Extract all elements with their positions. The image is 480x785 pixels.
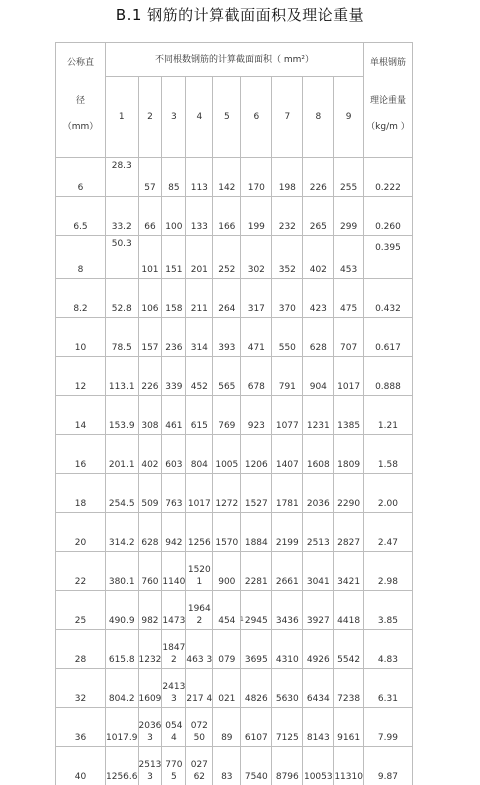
area-cell-5: 900 bbox=[213, 552, 241, 591]
area-cell-6: 170 bbox=[241, 158, 272, 197]
area-cell-2: 982 bbox=[138, 591, 162, 630]
area-cell-7: 3436 bbox=[272, 591, 303, 630]
weight-cell: 9.87 bbox=[363, 747, 412, 785]
area-cell-2: 308 bbox=[138, 396, 162, 435]
area-cell-8: 2036 bbox=[303, 474, 334, 513]
weight-cell: 0.260 bbox=[363, 197, 412, 236]
area-cell-1: 153.9 bbox=[106, 396, 139, 435]
area-cell-9: 255 bbox=[334, 158, 364, 197]
area-cell-5: 021 bbox=[213, 669, 241, 708]
table-row bbox=[56, 197, 413, 236]
count-header-4: 4 bbox=[186, 77, 213, 158]
area-cell-2: 157 bbox=[138, 318, 162, 357]
cell-value-lower: 50 bbox=[194, 733, 205, 743]
count-header-3: 3 bbox=[162, 77, 186, 158]
diameter-cell: 14 bbox=[56, 396, 106, 435]
cell-value-lower: 1 bbox=[196, 577, 202, 587]
area-cell-8: 904 bbox=[303, 357, 334, 396]
area-cell-5: 1272 bbox=[213, 474, 241, 513]
cell-value-upper: 1847 bbox=[162, 642, 185, 654]
area-cell-1: 52.8 bbox=[106, 279, 139, 318]
area-cell-9: 1809 bbox=[334, 435, 364, 474]
area-cell-7: 1077 bbox=[272, 396, 303, 435]
table-row bbox=[56, 708, 413, 747]
area-cell-6: 199 bbox=[241, 197, 272, 236]
area-cell-8: 4926 bbox=[303, 630, 334, 669]
area-cell-4: 615 bbox=[186, 396, 213, 435]
area-cell-3: 461 bbox=[162, 396, 186, 435]
table-row bbox=[56, 513, 413, 552]
table-row bbox=[56, 474, 413, 513]
table-row bbox=[56, 279, 413, 318]
count-header-1: 1 bbox=[106, 77, 139, 158]
area-cell-6: 2945 bbox=[241, 591, 272, 630]
weight-cell: 4.83 bbox=[363, 630, 412, 669]
weight-cell: 0.395 bbox=[363, 236, 412, 279]
area-cell-1: 201.1 bbox=[106, 435, 139, 474]
area-cell-4: 314 bbox=[186, 318, 213, 357]
table-row bbox=[56, 236, 413, 279]
cell-value-lower: 3 bbox=[171, 694, 177, 704]
diameter-cell: 18 bbox=[56, 474, 106, 513]
area-cell-4: 452 bbox=[186, 357, 213, 396]
area-cell-1: 254.5 bbox=[106, 474, 139, 513]
area-cell-4 bbox=[186, 747, 213, 785]
area-cell-2: 628 bbox=[138, 513, 162, 552]
weight-header-line2: 理论重量 bbox=[364, 69, 412, 107]
weight-cell: 1.21 bbox=[363, 396, 412, 435]
area-cell-6: 6107 bbox=[241, 708, 272, 747]
area-cell-7: 198 bbox=[272, 158, 303, 197]
area-cell-3: 1473 bbox=[162, 591, 186, 630]
diameter-cell: 32 bbox=[56, 669, 106, 708]
diameter-header-line1: 公称直 bbox=[56, 43, 105, 69]
table-row bbox=[56, 669, 413, 708]
count-header-7: 7 bbox=[272, 77, 303, 158]
area-cell-8: 1231 bbox=[303, 396, 334, 435]
area-cell-6: 1527 bbox=[241, 474, 272, 513]
area-cell-2: 402 bbox=[138, 435, 162, 474]
table-row bbox=[56, 396, 413, 435]
count-header-8: 8 bbox=[303, 77, 334, 158]
table-row bbox=[56, 630, 413, 669]
area-cell-1: 113.1 bbox=[106, 357, 139, 396]
area-cell-5: 252 bbox=[213, 236, 241, 279]
area-cell-4 bbox=[186, 708, 213, 747]
table-row bbox=[56, 435, 413, 474]
area-cell-4: 804 bbox=[186, 435, 213, 474]
area-cell-6: 678 bbox=[241, 357, 272, 396]
table-row bbox=[56, 357, 413, 396]
area-cell-5: 565 bbox=[213, 357, 241, 396]
diameter-cell: 40 bbox=[56, 747, 106, 785]
area-cell-2: 1232 bbox=[138, 630, 162, 669]
area-cell-6: 2281 bbox=[241, 552, 272, 591]
area-cell-6: 302 bbox=[241, 236, 272, 279]
area-cell-2: 509 bbox=[138, 474, 162, 513]
area-cell-6: 471 bbox=[241, 318, 272, 357]
area-cell-3: 151 bbox=[162, 236, 186, 279]
area-cell-3 bbox=[162, 630, 186, 669]
area-cell-8: 1608 bbox=[303, 435, 334, 474]
area-cell-7: 1407 bbox=[272, 435, 303, 474]
area-cell-3: 1140 bbox=[162, 552, 186, 591]
area-cell-9: 453 bbox=[334, 236, 364, 279]
area-cell-9: 11310 bbox=[334, 747, 364, 785]
diameter-cell: 20 bbox=[56, 513, 106, 552]
area-group-header: 不同根数钢筋的计算截面面积（ mm²） bbox=[106, 43, 364, 77]
area-cell-3: 158 bbox=[162, 279, 186, 318]
cell-value-upper: 1520 bbox=[186, 564, 212, 576]
weight-cell: 0.888 bbox=[363, 357, 412, 396]
weight-cell: 0.222 bbox=[363, 158, 412, 197]
area-cell-6: 923 bbox=[241, 396, 272, 435]
area-cell-9: 3421 bbox=[334, 552, 364, 591]
area-cell-6: 1206 bbox=[241, 435, 272, 474]
area-cell-2 bbox=[138, 708, 162, 747]
area-cell-9: 299 bbox=[334, 197, 364, 236]
diameter-cell: 36 bbox=[56, 708, 106, 747]
cell-value-upper: 2513 bbox=[139, 759, 162, 771]
diameter-cell: 16 bbox=[56, 435, 106, 474]
area-cell-5: 1005 bbox=[213, 435, 241, 474]
area-cell-1: 28.3 bbox=[106, 158, 139, 197]
weight-cell: 2.00 bbox=[363, 474, 412, 513]
area-cell-4: 133 bbox=[186, 197, 213, 236]
area-cell-7: 2661 bbox=[272, 552, 303, 591]
weight-cell: 0.432 bbox=[363, 279, 412, 318]
table-row bbox=[56, 591, 413, 630]
weight-cell: 7.99 bbox=[363, 708, 412, 747]
area-cell-8: 3927 bbox=[303, 591, 334, 630]
area-cell-6: 4826 bbox=[241, 669, 272, 708]
weight-cell: 6.31 bbox=[363, 669, 412, 708]
area-cell-2: 57 bbox=[138, 158, 162, 197]
area-cell-3 bbox=[162, 669, 186, 708]
area-cell-2: 101 bbox=[138, 236, 162, 279]
area-cell-8: 6434 bbox=[303, 669, 334, 708]
area-cell-8: 628 bbox=[303, 318, 334, 357]
cell-value-lower: 3 bbox=[147, 772, 153, 782]
diameter-header bbox=[56, 43, 106, 158]
area-cell-4 bbox=[186, 591, 213, 630]
area-cell-7: 232 bbox=[272, 197, 303, 236]
diameter-cell: 22 bbox=[56, 552, 106, 591]
area-cell-5: 166 bbox=[213, 197, 241, 236]
area-cell-9: 5542 bbox=[334, 630, 364, 669]
diameter-header-line3: （mm） bbox=[56, 107, 105, 133]
area-cell-8: 226 bbox=[303, 158, 334, 197]
count-header-9: 9 bbox=[334, 77, 364, 158]
area-cell-2: 760 bbox=[138, 552, 162, 591]
area-cell-1: 1256.6 bbox=[106, 747, 139, 785]
area-cell-4: 201 bbox=[186, 236, 213, 279]
diameter-cell: 8 bbox=[56, 236, 106, 279]
cell-value-lower: 62 bbox=[194, 772, 205, 782]
page-number: 1 bbox=[240, 616, 244, 623]
area-cell-4 bbox=[186, 552, 213, 591]
area-cell-3: 236 bbox=[162, 318, 186, 357]
area-cell-7: 1781 bbox=[272, 474, 303, 513]
weight-header-line1: 单根钢筋 bbox=[364, 43, 412, 69]
table-row bbox=[56, 158, 413, 197]
area-cell-1: 33.2 bbox=[106, 197, 139, 236]
area-cell-8: 10053 bbox=[303, 747, 334, 785]
area-cell-7: 791 bbox=[272, 357, 303, 396]
area-cell-8: 423 bbox=[303, 279, 334, 318]
area-cell-9: 1385 bbox=[334, 396, 364, 435]
area-cell-8: 265 bbox=[303, 197, 334, 236]
area-cell-5: 83 bbox=[213, 747, 241, 785]
area-cell-2: 1609 bbox=[138, 669, 162, 708]
area-cell-4: 463 3 bbox=[186, 630, 213, 669]
area-cell-3: 770 5 bbox=[162, 747, 186, 785]
area-cell-3: 603 bbox=[162, 435, 186, 474]
area-cell-7: 4310 bbox=[272, 630, 303, 669]
area-cell-9: 2290 bbox=[334, 474, 364, 513]
cell-value-upper: 027 bbox=[186, 759, 212, 771]
area-cell-3: 339 bbox=[162, 357, 186, 396]
area-cell-5: 079 bbox=[213, 630, 241, 669]
area-cell-4: 217 4 bbox=[186, 669, 213, 708]
area-cell-8: 3041 bbox=[303, 552, 334, 591]
area-cell-9: 4418 bbox=[334, 591, 364, 630]
area-cell-9: 2827 bbox=[334, 513, 364, 552]
area-cell-6: 3695 bbox=[241, 630, 272, 669]
area-cell-7: 5630 bbox=[272, 669, 303, 708]
area-cell-2: 106 bbox=[138, 279, 162, 318]
weight-header-line3: （kg/m ） bbox=[364, 107, 412, 133]
diameter-cell: 25 bbox=[56, 591, 106, 630]
area-cell-9: 1017 bbox=[334, 357, 364, 396]
area-cell-7: 370 bbox=[272, 279, 303, 318]
table-row bbox=[56, 747, 413, 785]
area-cell-1: 50.3 bbox=[106, 236, 139, 279]
area-cell-7: 7125 bbox=[272, 708, 303, 747]
area-cell-8: 8143 bbox=[303, 708, 334, 747]
area-cell-1: 804.2 bbox=[106, 669, 139, 708]
page-title: B.1 钢筋的计算截面面积及理论重量 bbox=[0, 4, 480, 25]
area-cell-7: 2199 bbox=[272, 513, 303, 552]
area-cell-2 bbox=[138, 747, 162, 785]
cell-value-lower: 3 bbox=[147, 733, 153, 743]
diameter-cell: 12 bbox=[56, 357, 106, 396]
diameter-cell: 10 bbox=[56, 318, 106, 357]
weight-cell: 3.85 bbox=[363, 591, 412, 630]
area-cell-8: 2513 bbox=[303, 513, 334, 552]
area-cell-9: 9161 bbox=[334, 708, 364, 747]
area-cell-1: 78.5 bbox=[106, 318, 139, 357]
area-cell-5: 769 bbox=[213, 396, 241, 435]
area-cell-1: 314.2 bbox=[106, 513, 139, 552]
area-cell-3: 763 bbox=[162, 474, 186, 513]
cell-value-upper: 2036 bbox=[139, 720, 162, 732]
area-cell-4: 1256 bbox=[186, 513, 213, 552]
weight-cell: 2.47 bbox=[363, 513, 412, 552]
cell-value-lower: 2 bbox=[171, 655, 177, 665]
table-row bbox=[56, 552, 413, 591]
weight-header bbox=[363, 43, 412, 158]
area-cell-5: 89 bbox=[213, 708, 241, 747]
area-cell-5: 264 bbox=[213, 279, 241, 318]
area-cell-5: 1570 bbox=[213, 513, 241, 552]
area-cell-3: 942 bbox=[162, 513, 186, 552]
diameter-cell: 6 bbox=[56, 158, 106, 197]
diameter-cell: 8.2 bbox=[56, 279, 106, 318]
table-row bbox=[56, 318, 413, 357]
area-cell-1: 380.1 bbox=[106, 552, 139, 591]
cell-value-upper: 072 bbox=[186, 720, 212, 732]
area-cell-9: 707 bbox=[334, 318, 364, 357]
area-cell-6: 317 bbox=[241, 279, 272, 318]
area-cell-4: 211 bbox=[186, 279, 213, 318]
area-cell-4: 1017 bbox=[186, 474, 213, 513]
area-cell-4: 113 bbox=[186, 158, 213, 197]
area-cell-7: 8796 bbox=[272, 747, 303, 785]
area-cell-1: 490.9 bbox=[106, 591, 139, 630]
cell-value-lower: 2 bbox=[196, 616, 202, 626]
area-cell-3: 100 bbox=[162, 197, 186, 236]
cell-value-upper: 2413 bbox=[162, 681, 185, 693]
area-cell-3: 85 bbox=[162, 158, 186, 197]
count-header-6: 6 bbox=[241, 77, 272, 158]
area-cell-7: 550 bbox=[272, 318, 303, 357]
area-cell-3: 054 4 bbox=[162, 708, 186, 747]
area-cell-2: 66 bbox=[138, 197, 162, 236]
area-cell-2: 226 bbox=[138, 357, 162, 396]
area-cell-5: 454 bbox=[213, 591, 241, 630]
cell-value-upper: 1964 bbox=[186, 603, 212, 615]
area-cell-8: 402 bbox=[303, 236, 334, 279]
diameter-cell: 28 bbox=[56, 630, 106, 669]
count-header-5: 5 bbox=[213, 77, 241, 158]
diameter-header-line2: 径 bbox=[56, 69, 105, 107]
area-cell-9: 7238 bbox=[334, 669, 364, 708]
area-cell-9: 475 bbox=[334, 279, 364, 318]
area-cell-5: 142 bbox=[213, 158, 241, 197]
area-cell-5: 393 bbox=[213, 318, 241, 357]
area-cell-1: 615.8 bbox=[106, 630, 139, 669]
area-cell-6: 1884 bbox=[241, 513, 272, 552]
weight-cell: 0.617 bbox=[363, 318, 412, 357]
weight-cell: 1.58 bbox=[363, 435, 412, 474]
area-cell-6: 7540 bbox=[241, 747, 272, 785]
diameter-cell: 6.5 bbox=[56, 197, 106, 236]
area-cell-1: 1017.9 bbox=[106, 708, 139, 747]
rebar-table bbox=[55, 42, 413, 785]
weight-cell: 2.98 bbox=[363, 552, 412, 591]
area-cell-7: 352 bbox=[272, 236, 303, 279]
count-header-2: 2 bbox=[138, 77, 162, 158]
